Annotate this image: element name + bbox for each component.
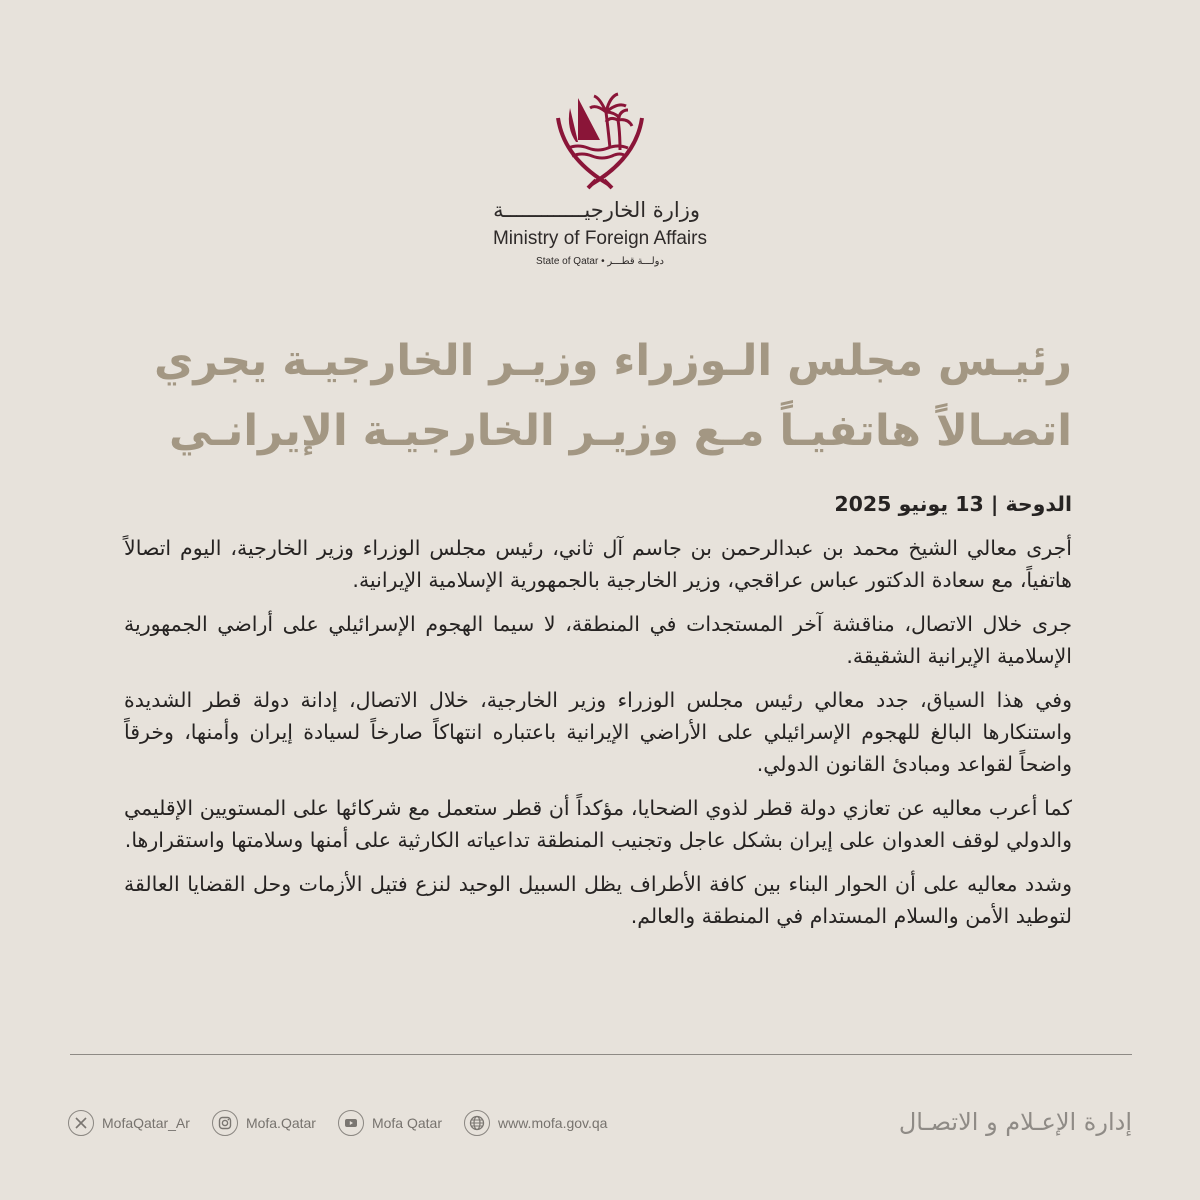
x-icon (68, 1110, 94, 1136)
social-link-youtube[interactable] (338, 1110, 442, 1136)
youtube-icon (338, 1110, 364, 1136)
social-link-website[interactable] (464, 1110, 607, 1136)
ministry-name-arabic: وزارة الخارجيـــــــــــــة (493, 198, 700, 222)
globe-icon (464, 1110, 490, 1136)
social-label: Mofa Qatar (371, 1115, 442, 1131)
qatar-emblem-icon (548, 88, 652, 192)
social-label: www.mofa.gov.qa (498, 1115, 608, 1131)
paragraph: أجرى معالي الشيخ محمد بن عبدالرحمن بن جاسم آل ثاني، رئيس مجلس الوزراء وزير الخارجية، اليوم اتصالاً هاتفياً، مع سعادة الدكتور عباس عراقجي، وزير الخارجية بالجمهورية الإسلامية الإيرانية. (124, 536, 1072, 592)
paragraph: جرى خلال الاتصال، مناقشة آخر المستجدات في المنطقة، لا سيما الهجوم الإسرائيلي على أراضي الجمهورية الإسلامية الإيرانية الشقيقة. (124, 612, 1072, 668)
paragraph: وشدد معاليه على أن الحوار البناء بين كافة الأطراف يظل السبيل الوحيد لنزع فتيل الأزمات وحل القضايا العالقة لتوطيد الأمن والسلام المستدام في المنطقة والعالم. (124, 872, 1072, 928)
instagram-icon (212, 1110, 238, 1136)
social-link-instagram[interactable] (212, 1110, 316, 1136)
ministry-logo (0, 88, 1200, 278)
article-body (124, 488, 1072, 944)
headline-line-1: رئيـس مجلس الـوزراء وزيـر الخارجيـة يجري (154, 336, 1072, 386)
paragraph: كما أعرب معاليه عن تعازي دولة قطر لذوي الضحايا، مؤكداً أن قطر ستعمل مع شركائها على المستويين الإقليمي والدولي لوقف العدوان على إيران بشكل عاجل وتجنيب المنطقة تداعياته الكارثية على أمنها وسلامتها واستقرارها. (124, 796, 1072, 852)
divider (70, 1054, 1132, 1055)
dateline: الدوحة | 13 يونيو 2025 (834, 492, 1072, 516)
headline (112, 326, 1072, 466)
social-links (68, 1108, 607, 1138)
department-name: إدارة الإعـلام و الاتصـال (898, 1108, 1132, 1136)
social-link-x[interactable] (68, 1110, 190, 1136)
ministry-name-english: Ministry of Foreign Affairs (492, 228, 707, 249)
social-label: MofaQatar_Ar (102, 1115, 190, 1131)
headline-line-2: اتصـالاً هاتفيـاً مـع وزيـر الخارجيـة الإيرانـي (168, 406, 1072, 456)
state-of-qatar-label: State of Qatar • دولـــة قطـــر (536, 256, 664, 267)
paragraph: وفي هذا السياق، جدد معالي رئيس مجلس الوزراء وزير الخارجية، خلال الاتصال، إدانة دولة قطر الشديدة واستنكارها البالغ للهجوم الإسرائيلي على الأراضي الإيرانية باعتباره انتهاكاً صارخاً لسيادة إيران وأمنها، وخرقاً واضحاً لقواعد ومبادئ القانون الدولي. (124, 688, 1072, 776)
social-label: Mofa.Qatar (245, 1115, 316, 1131)
